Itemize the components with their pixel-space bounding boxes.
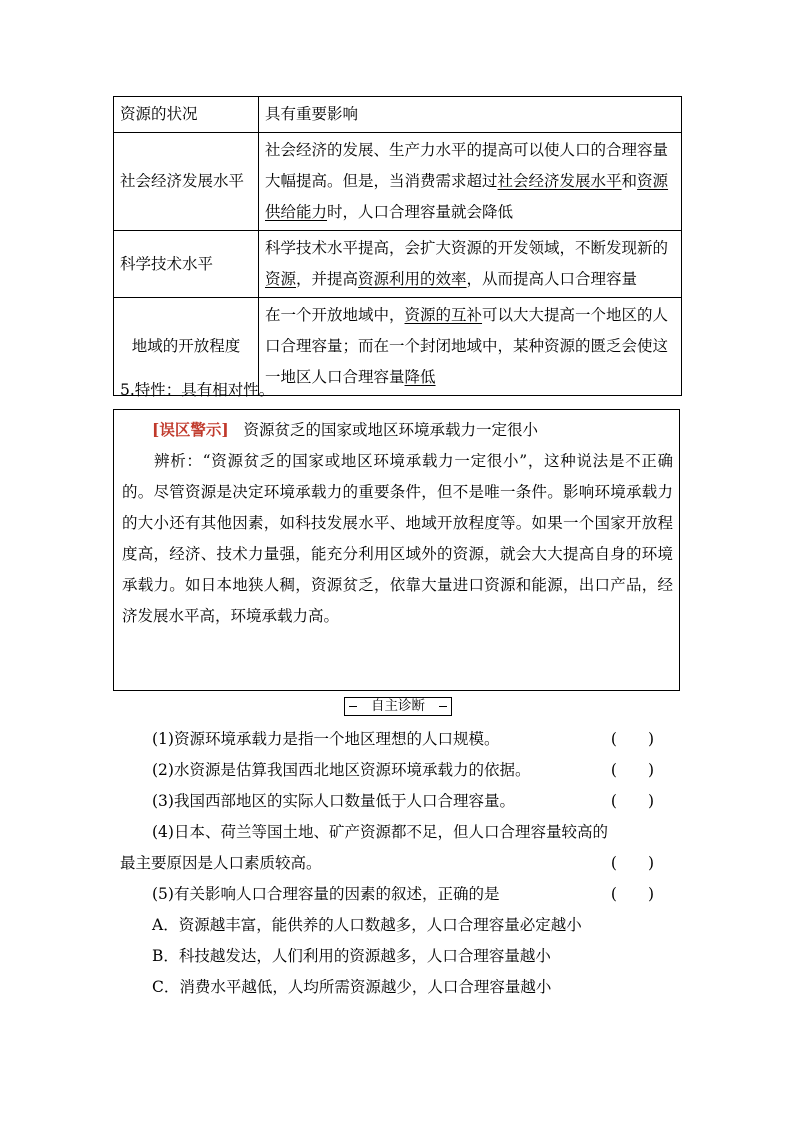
quiz-question: [120, 817, 680, 879]
factor-key: 科学技术水平: [114, 231, 259, 298]
underlined-term: 资源利用的效率: [358, 270, 467, 288]
text-run: 在一个开放地域中，: [265, 306, 405, 324]
factor-value: [259, 231, 682, 298]
question-text: (5)有关影响人口合理容量的因素的叙述，正确的是: [152, 885, 500, 903]
text-run: ，从而提高人口合理容量: [466, 270, 638, 288]
answer-bracket[interactable]: ( ): [610, 885, 654, 903]
answer-option[interactable]: A．资源越丰富，能供养的人口数越多，人口合理容量必定越小: [152, 916, 582, 934]
question-text: (1)资源环境承载力是指一个地区理想的人口规模。: [152, 730, 500, 748]
answer-option[interactable]: B．科技越发达，人们利用的资源越多，人口合理容量越小: [152, 947, 551, 965]
text-run: ，并提高: [296, 270, 359, 288]
underlined-term: 资源供给能力: [265, 172, 669, 221]
question-text: (4)日本、荷兰等国土地、矿产资源都不足，但人口合理容量较高的最主要原因是人口素质较高。: [120, 823, 608, 872]
text-run: 和: [621, 172, 638, 190]
warning-title-line: [122, 414, 673, 446]
quiz-question: [120, 879, 680, 910]
factor-value: [259, 298, 682, 396]
table-row: [114, 231, 682, 298]
self-diagnosis-header: 自主诊断: [344, 697, 452, 716]
answer-bracket[interactable]: ( ): [610, 854, 654, 872]
table-row: [114, 133, 682, 231]
factors-table: [113, 96, 682, 396]
property-note: 5.特性：具有相对性。: [120, 381, 275, 399]
warning-tag: [误区警示]: [152, 420, 229, 439]
factor-value: [259, 133, 682, 231]
factor-key: 社会经济发展水平: [114, 133, 259, 231]
self-diagnosis-quiz: [120, 724, 680, 1003]
underlined-term: 资源的互补: [404, 306, 483, 324]
question-text: (2)水资源是估算我国西北地区资源环境承载力的依据。: [152, 761, 531, 779]
factor-value: [259, 97, 682, 133]
text-run: 社会经济的发展、生产力水平的提高可以使人口的合理容量大幅提高。但是，当消费需求超过: [265, 141, 669, 190]
text-run: 可以大大提高一个地区的人口合理容量；而在一个封闭地域中，某种资源的匮乏会使这一地区人口合理容量: [265, 306, 669, 386]
quiz-question: [120, 755, 680, 786]
warning-body: 辨析：“资源贫乏的国家或地区环境承载力一定很小”，这种说法是不正确的。尽管资源是决定环境承载力的重要条件，但不是唯一条件。影响环境承载力的大小还有其他因素，如科技发展水平、地域开放程度等。如果一个国家开放程度高，经济、技术力量强，能充分利用区域外的资源，就会大大提高自身的环境承载力。如日本地狭人稠，资源贫乏，依靠大量进口资源和能源，出口产品，经济发展水平高，环境承载力高。: [122, 452, 673, 625]
answer-bracket[interactable]: ( ): [610, 761, 654, 779]
answer-option[interactable]: C．消费水平越低，人均所需资源越少，人口合理容量越小: [152, 978, 552, 996]
answer-bracket[interactable]: ( ): [610, 792, 654, 810]
misconception-warning-box: [113, 409, 680, 691]
text-run: 时，人口合理容量就会降低: [327, 203, 514, 221]
question-text: (3)我国西部地区的实际人口数量低于人口合理容量。: [152, 792, 515, 810]
factor-key: 地域的开放程度: [114, 298, 259, 396]
underlined-term: 资源: [265, 270, 297, 288]
text-run: 科学技术水平提高，会扩大资源的开发领域，不断发现新的: [265, 239, 669, 257]
table-row: [114, 97, 682, 133]
quiz-question: [120, 724, 680, 755]
warning-title: 资源贫乏的国家或地区环境承载力一定很小: [243, 421, 538, 439]
underlined-term: 社会经济发展水平: [497, 172, 622, 190]
factor-key: 资源的状况: [114, 97, 259, 133]
underlined-term: 降低: [404, 368, 436, 386]
quiz-question: [120, 786, 680, 817]
text-run: 具有重要影响: [265, 105, 359, 123]
answer-bracket[interactable]: ( ): [610, 730, 654, 748]
